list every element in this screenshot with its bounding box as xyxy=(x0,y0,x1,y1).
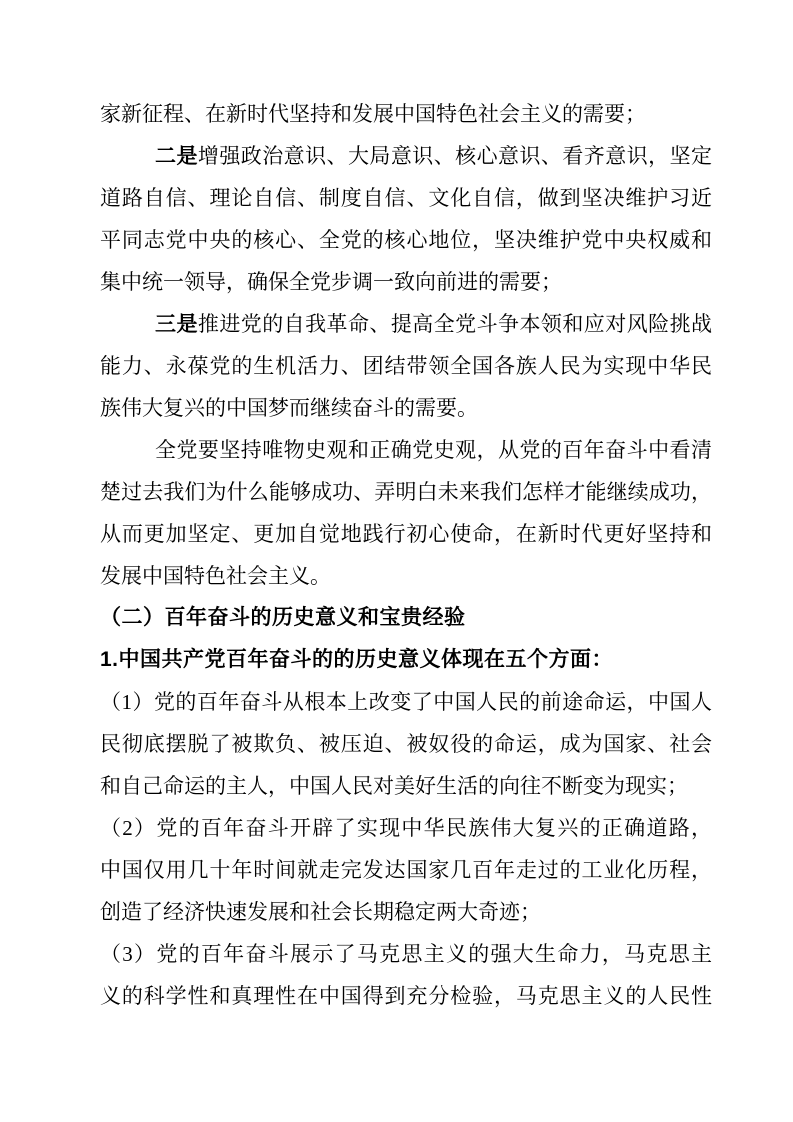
text-segment: 楚过去我们为什么能够成功、弄明白未来我们怎样才能继续成功， xyxy=(100,480,712,504)
text-line xyxy=(100,471,712,513)
text-segment: 族伟大复兴的中国梦而继续奋斗的需要。 xyxy=(100,396,478,420)
bold-text-segment: 三是 xyxy=(155,312,198,336)
text-line xyxy=(100,849,712,891)
text-line xyxy=(100,555,712,597)
text-segment: 家新征程、在新时代坚持和发展中国特色社会主义的需要； xyxy=(100,102,646,126)
bold-text-segment: 1.中国共产党百年奋斗的的历史意义体现在五个方面： xyxy=(100,648,614,671)
text-segment: 民彻底摆脱了被欺负、被压迫、被奴役的命运，成为国家、社会 xyxy=(100,732,712,756)
text-segment: 中国仅用几十年时间就走完发达国家几百年走过的工业化历程， xyxy=(100,858,712,882)
text-segment: 道路自信、理论自信、制度自信、文化自信，做到坚决维护习近 xyxy=(100,186,712,210)
text-segment: 增强政治意识、大局意识、核心意识、看齐意识，坚定 xyxy=(197,144,712,168)
bold-text-segment: （二）百年奋斗的历史意义和宝贵经验 xyxy=(100,606,466,629)
text-line xyxy=(100,177,712,219)
text-segment: （2）党的百年奋斗开辟了实现中华民族伟大复兴的正确道路， xyxy=(100,816,712,840)
text-line xyxy=(100,765,712,807)
text-line xyxy=(100,681,712,723)
text-segment: 创造了经济快速发展和社会长期稳定两大奇迹； xyxy=(100,900,541,924)
text-line xyxy=(100,723,712,765)
text-segment: （1）党的百年奋斗从根本上改变了中国人民的前途命运，中国人 xyxy=(100,690,712,714)
bold-text-segment: 二是 xyxy=(155,144,198,168)
text-segment: 义的科学性和真理性在中国得到充分检验，马克思主义的人民性 xyxy=(100,984,712,1008)
text-segment: 从而更加坚定、更加自觉地践行初心使命，在新时代更好坚持和 xyxy=(100,522,712,546)
text-line xyxy=(100,933,712,975)
text-line xyxy=(100,387,712,429)
text-segment: 集中统一领导，确保全党步调一致向前进的需要； xyxy=(100,270,562,294)
text-line xyxy=(100,345,712,387)
document-body xyxy=(100,93,712,1017)
text-segment: 平同志党中央的核心、全党的核心地位，坚决维护党中央权威和 xyxy=(100,228,712,252)
heading-line xyxy=(100,597,712,639)
text-line xyxy=(100,219,712,261)
text-line xyxy=(100,975,712,1017)
text-line xyxy=(100,429,712,471)
text-segment: 发展中国特色社会主义。 xyxy=(100,564,331,588)
text-line xyxy=(100,93,712,135)
text-line xyxy=(100,513,712,555)
text-line xyxy=(100,261,712,303)
text-line xyxy=(100,303,712,345)
text-segment: （3）党的百年奋斗展示了马克思主义的强大生命力，马克思主 xyxy=(100,942,712,966)
text-line xyxy=(100,891,712,933)
text-segment: 推进党的自我革命、提高全党斗争本领和应对风险挑战 xyxy=(197,312,712,336)
text-line xyxy=(100,135,712,177)
text-segment: 和自己命运的主人，中国人民对美好生活的向往不断变为现实； xyxy=(100,774,688,798)
text-segment: 全党要坚持唯物史观和正确党史观，从党的百年奋斗中看清 xyxy=(155,438,712,462)
text-segment: 能力、永葆党的生机活力、团结带领全国各族人民为实现中华民 xyxy=(100,354,712,378)
text-line xyxy=(100,807,712,849)
heading-line xyxy=(100,639,712,681)
